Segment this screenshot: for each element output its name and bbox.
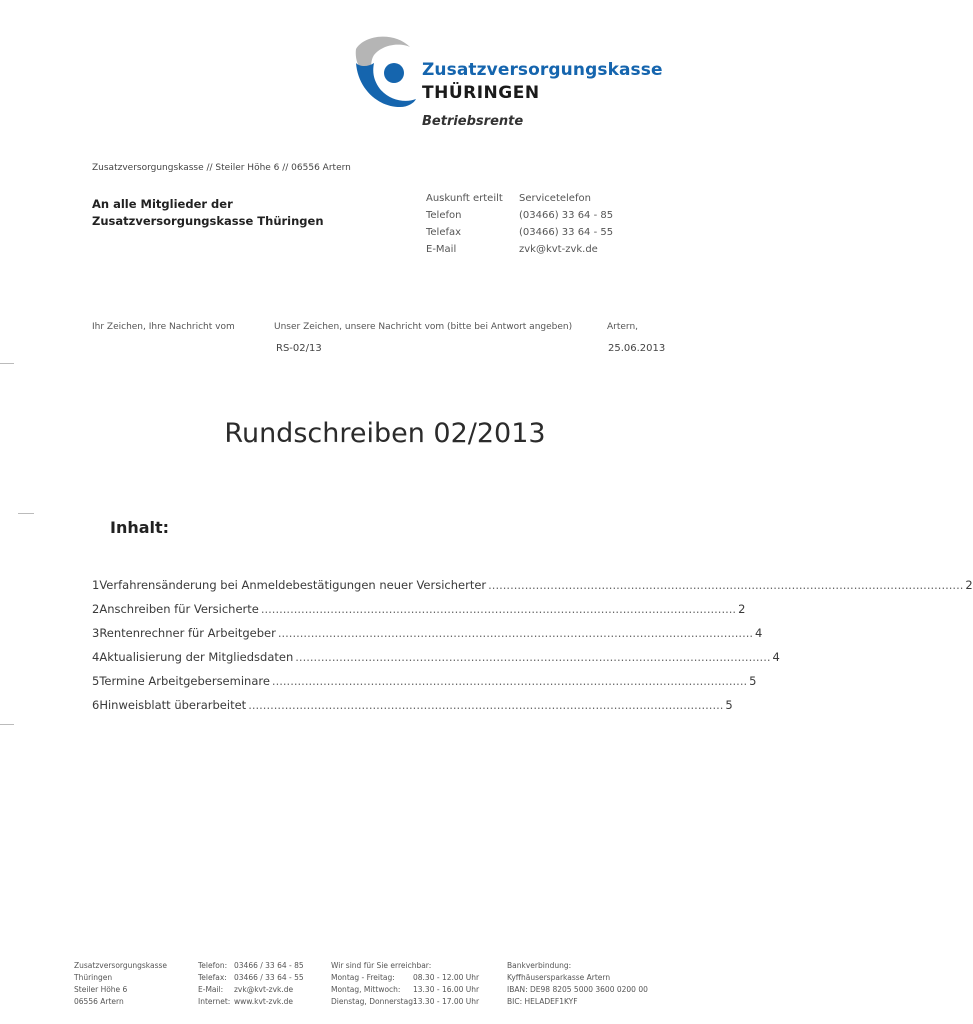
place-label: Artern, [607, 322, 639, 332]
toc-leader: .................................................................................................................................. [488, 578, 964, 592]
footer-hours-days: Montag, Mittwoch: [331, 985, 401, 994]
contact-row [426, 224, 613, 241]
recipient-address [92, 196, 352, 230]
toc-item[interactable] [92, 578, 973, 602]
footer-contact-row [198, 984, 304, 996]
footer-bank [507, 960, 648, 1008]
footer-hours-row [331, 984, 479, 996]
footer-address-line: Steiler Höhe 6 [74, 985, 128, 994]
footer-address-line: Thüringen [74, 973, 113, 982]
contact-row [426, 241, 613, 258]
contact-label: Telefax [426, 227, 462, 238]
footer-contact-label: Telefax: [198, 973, 227, 982]
logo-tagline: Betriebsrente [422, 114, 524, 129]
footer-hours-title: Wir sind für Sie erreichbar: [331, 961, 432, 970]
toc-item[interactable] [92, 650, 780, 674]
toc-leader: .................................................................................................................................. [295, 650, 771, 664]
contact-value: (03466) 33 64 - 85 [519, 210, 614, 221]
footer-contact-row [198, 972, 304, 984]
footer-hours-time: 13.30 - 16.00 Uhr [413, 985, 480, 994]
toc-number: 6 [92, 698, 100, 712]
footer-contact-row [198, 960, 304, 972]
footer-bank-line: Kyffhäusersparkasse Artern [507, 973, 611, 982]
toc-page: 2 [965, 578, 973, 592]
footer-hours-time: 13.30 - 17.00 Uhr [413, 997, 480, 1006]
footer-bank-line: IBAN: DE98 8205 5000 3600 0200 00 [507, 985, 648, 994]
your-reference-label: Ihr Zeichen, Ihre Nachricht vom [92, 322, 235, 332]
contact-value: Servicetelefon [519, 193, 591, 204]
toc-item[interactable] [92, 674, 757, 698]
footer-hours-days: Montag - Freitag: [331, 973, 395, 982]
toc-page: 2 [738, 602, 746, 616]
contact-row [426, 207, 613, 224]
toc-text: Hinweisblatt überarbeitet [99, 698, 247, 712]
logo-mark-icon [350, 33, 416, 117]
footer-contact-value: 03466 / 33 64 - 55 [234, 973, 304, 982]
toc-page: 5 [749, 674, 757, 688]
toc-text: Aktualisierung der Mitgliedsdaten [99, 650, 294, 664]
footer-contact-row [198, 996, 304, 1008]
toc-leader: .................................................................................................................................. [260, 602, 737, 616]
toc-number: 4 [92, 650, 100, 664]
toc-heading: Inhalt: [110, 518, 170, 537]
toc-page: 5 [725, 698, 733, 712]
footer-hours-days: Dienstag, Donnerstag: [331, 997, 416, 1006]
our-reference-label: Unser Zeichen, unsere Nachricht vom (bitte bei Antwort angeben) [274, 322, 573, 332]
contact-label: Telefon [426, 210, 462, 221]
footer-hours-row [331, 996, 479, 1008]
footer-hours-row [331, 972, 479, 984]
contact-value: (03466) 33 64 - 55 [519, 227, 614, 238]
footer-address-line: 06556 Artern [74, 997, 124, 1006]
logo-subtitle: THÜRINGEN [422, 83, 540, 103]
footer-website-link[interactable]: www.kvt-zvk.de [234, 997, 294, 1006]
footer-address [74, 960, 167, 1008]
toc-number: 5 [92, 674, 100, 688]
toc-number: 2 [92, 602, 100, 616]
toc-text: Termine Arbeitgeberseminare [99, 674, 270, 688]
footer-address-line: Zusatzversorgungskasse [74, 961, 168, 970]
footer-contact-value: 03466 / 33 64 - 85 [234, 961, 304, 970]
footer-hours-time: 08.30 - 12.00 Uhr [413, 973, 480, 982]
toc-leader: .................................................................................................................................. [248, 698, 724, 712]
fold-mark [0, 363, 14, 364]
contact-row [426, 190, 613, 207]
footer-contact [198, 960, 304, 1008]
toc-page: 4 [755, 626, 763, 640]
contact-block [426, 190, 613, 258]
footer-hours [331, 960, 479, 1008]
footer-bank-line: BIC: HELADEF1KYF [507, 997, 578, 1006]
toc-item[interactable] [92, 698, 733, 722]
punch-mark [18, 513, 34, 514]
toc-item[interactable] [92, 602, 746, 626]
toc-text: Anschreiben für Versicherte [99, 602, 259, 616]
logo-title: Zusatzversorgungskasse [422, 60, 663, 80]
toc-number: 3 [92, 626, 100, 640]
toc-number: 1 [92, 578, 100, 592]
footer-contact-label: Telefon: [198, 961, 228, 970]
our-reference-value: RS-02/13 [276, 343, 322, 354]
toc-text: Verfahrensänderung bei Anmeldebestätigungen neuer Versicherter [99, 578, 487, 592]
date-value: 25.06.2013 [608, 343, 666, 354]
footer-bank-title: Bankverbindung: [507, 961, 572, 970]
footer-contact-label: Internet: [198, 997, 231, 1006]
table-of-contents [92, 578, 973, 722]
sender-line: Zusatzversorgungskasse // Steiler Höhe 6 // 06556 Artern [92, 163, 351, 173]
contact-email-link[interactable]: zvk@kvt-zvk.de [519, 244, 598, 255]
contact-label: E-Mail [426, 244, 457, 255]
fold-mark [0, 724, 14, 725]
toc-item[interactable] [92, 626, 763, 650]
toc-text: Rentenrechner für Arbeitgeber [99, 626, 276, 640]
toc-leader: .................................................................................................................................. [271, 674, 748, 688]
toc-leader: .................................................................................................................................. [277, 626, 754, 640]
document-title: Rundschreiben 02/2013 [224, 418, 546, 449]
recipient-line: Zusatzversorgungskasse Thüringen [92, 214, 324, 228]
contact-label: Auskunft erteilt [426, 193, 503, 204]
footer-email-link[interactable]: zvk@kvt-zvk.de [234, 985, 294, 994]
recipient-line: An alle Mitglieder der [92, 197, 233, 211]
toc-page: 4 [772, 650, 780, 664]
footer-contact-label: E-Mail: [198, 985, 224, 994]
